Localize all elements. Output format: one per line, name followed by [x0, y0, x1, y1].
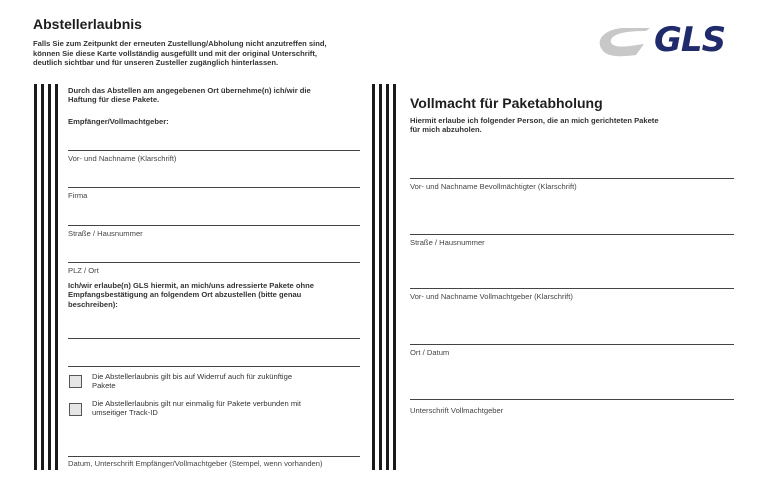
left-title: Abstellerlaubnis — [33, 16, 142, 32]
location-line-1[interactable] — [68, 338, 360, 339]
center-stripe-1 — [372, 84, 375, 470]
gls-logo — [592, 22, 742, 62]
checkbox-permanent[interactable] — [69, 375, 82, 388]
checkbox-permanent-label — [92, 372, 362, 391]
right-title: Vollmacht für Paketabholung — [410, 95, 603, 111]
grantor-name-line[interactable] — [410, 288, 734, 289]
grantor-signature-line[interactable] — [410, 399, 734, 400]
proxy-street-line[interactable] — [410, 234, 734, 235]
left-stripe-1 — [34, 84, 37, 470]
right-intro — [410, 116, 730, 135]
recipient-label: Empfänger/Vollmachtgeber: — [68, 117, 169, 126]
permission-line: Empfangsbestätigung an folgendem Ort abzustellen (bitte genau — [68, 290, 302, 300]
zip-city-field-label: PLZ / Ort — [68, 266, 99, 275]
proxy-street-field-label: Straße / Hausnummer — [410, 238, 485, 247]
signature-line[interactable] — [68, 456, 360, 457]
liability-line: Haftung für diese Pakete. — [68, 95, 160, 105]
name-line[interactable] — [68, 150, 360, 151]
left-intro-line: deutlich sichtbar und für unseren Zusteller zugänglich hinterlassen. — [33, 58, 279, 68]
gls-logo-text: GLS — [654, 20, 726, 60]
left-intro-line: können Sie diese Karte vollständig ausgefüllt und mit der original Unterschrift, — [33, 48, 317, 58]
left-stripe-2 — [41, 84, 44, 470]
permission-line: Ich/wir erlaube(n) GLS hiermit, an mich/uns adressierte Pakete ohne — [68, 281, 315, 290]
checkbox-once-label — [92, 399, 362, 418]
right-intro-line: Hiermit erlaube ich folgender Person, die an mich gerichteten Pakete — [410, 116, 659, 125]
liability-line: Durch das Abstellen am angegebenen Ort übernehme(n) ich/wir die — [68, 86, 311, 95]
name-field-label: Vor- und Nachname (Klarschrift) — [68, 154, 177, 163]
grantor-name-field-label: Vor- und Nachname Vollmachtgeber (Klarschrift) — [410, 292, 573, 301]
signature-field-label: Datum, Unterschrift Empfänger/Vollmachtgeber (Stempel, wenn vorhanden) — [68, 459, 323, 468]
liability-note — [68, 86, 358, 105]
left-intro-line: Falls Sie zum Zeitpunkt der erneuten Zustellung/Abholung nicht anzutreffen sind, — [33, 39, 327, 48]
center-stripe-4 — [393, 84, 396, 470]
checkbox-label-line: Pakete — [92, 381, 116, 391]
proxy-name-field-label: Vor- und Nachname Bevollmächtigter (Klarschrift) — [410, 182, 577, 191]
left-stripe-4 — [55, 84, 58, 470]
zip-city-line[interactable] — [68, 262, 360, 263]
right-intro-line: für mich abzuholen. — [410, 125, 482, 135]
company-field-label: Firma — [68, 191, 88, 200]
company-line[interactable] — [68, 187, 360, 188]
street-field-label: Straße / Hausnummer — [68, 229, 143, 238]
permission-line: beschreiben): — [68, 299, 118, 309]
left-stripe-3 — [48, 84, 51, 470]
checkbox-once[interactable] — [69, 403, 82, 416]
location-line-2[interactable] — [68, 366, 360, 367]
permission-text — [68, 281, 363, 309]
center-stripe-2 — [379, 84, 382, 470]
proxy-name-line[interactable] — [410, 178, 734, 179]
left-intro — [33, 39, 373, 68]
grantor-signature-field-label: Unterschrift Vollmachtgeber — [410, 406, 504, 415]
center-stripe-3 — [386, 84, 389, 470]
place-date-line[interactable] — [410, 344, 734, 345]
street-line[interactable] — [68, 225, 360, 226]
place-date-field-label: Ort / Datum — [410, 348, 450, 357]
checkbox-label-line: Die Abstellerlaubnis gilt bis auf Widerruf auch für zukünftige — [92, 372, 293, 381]
checkbox-label-line: Die Abstellerlaubnis gilt nur einmalig für Pakete verbunden mit — [92, 399, 301, 408]
checkbox-label-line: umseitiger Track-ID — [92, 408, 158, 418]
